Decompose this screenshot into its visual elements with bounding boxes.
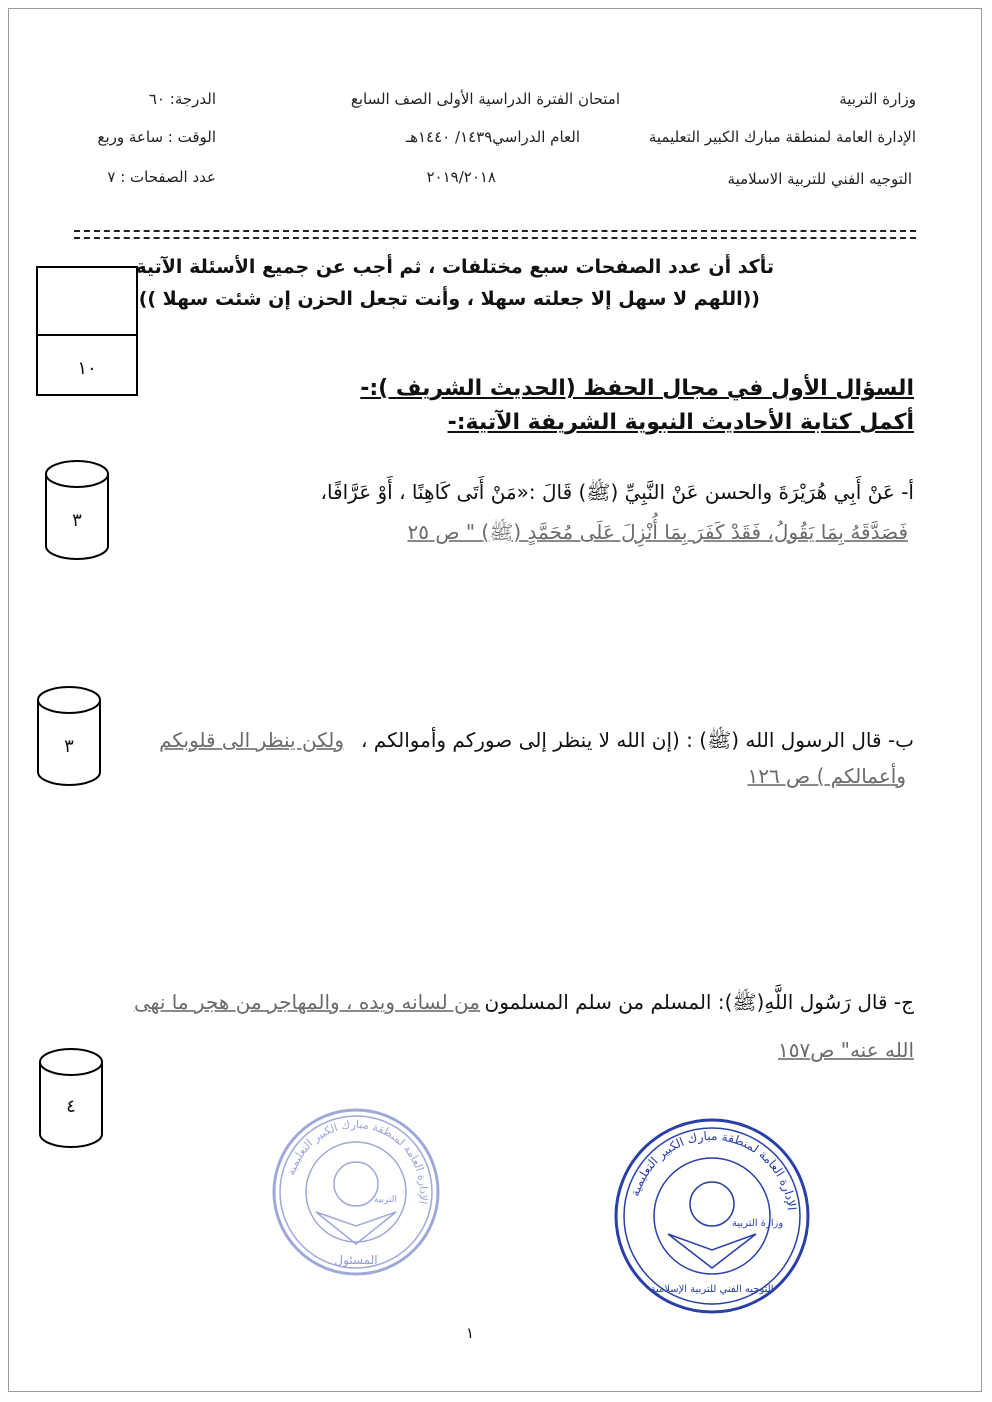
mark-a-value: ٣ — [72, 510, 82, 531]
official-stamp-left — [270, 1104, 442, 1280]
stamp-right-bottom-text: التوجيه الفني للتربية الإسلامية — [650, 1284, 774, 1295]
hadith-b-answer-line2: وأعمالكم ) ص ١٢٦ — [747, 764, 906, 788]
intro-instruction: تأكد أن عدد الصفحات سبع مختلفات ، ثم أجب عن جميع الأسئلة الآتية — [135, 256, 774, 278]
hadith-b-answer-line1: ولكن ينظر الى قلوبكم — [159, 728, 344, 752]
academic-year: العام الدراسي١٤٣٩/ ١٤٤٠هـ — [405, 128, 580, 146]
exam-grade: الدرجة: ٦٠ — [148, 90, 216, 108]
hadith-c-answer-line2: الله عنه" ص١٥٧ — [777, 1038, 914, 1062]
stamp-left-center-text: التربية — [374, 1195, 397, 1205]
stamp-left-ring-text: الإدارة العامة لمنطقة مبارك الكبير التعليمية — [284, 1117, 431, 1206]
total-score-box — [36, 266, 138, 396]
question-instruction: أكمل كتابة الأحاديث النبوية الشريفة الآتية:- — [447, 410, 914, 435]
stamp-right-ring-text: الإدارة العامة لمنطقة مبارك الكبير التعليمية — [627, 1128, 799, 1212]
hadith-c-prompt: ج- قال رَسُول اللَّهِ(ﷺ): المسلم من سلم المسلمون — [484, 990, 914, 1014]
hadith-c-answer-line1: من لسانه ويده ، والمهاجر من هجر ما نهى — [133, 990, 480, 1014]
total-score-value: ١٠ — [77, 358, 97, 379]
question-title: السؤال الأول في مجال الحفظ (الحديث الشريف ):- — [360, 376, 914, 401]
header-divider — [74, 230, 916, 239]
gregorian-year: ٢٠١٩/٢٠١٨ — [426, 168, 496, 186]
hadith-a-answer: فَصَدَّقَهُ بِمَا يَقُولُ، فَقَدْ كَفَرَ بِمَا أُنْزِلَ عَلَى مُحَمَّدٍ (ﷺ) " ص ٢٥ — [407, 520, 908, 544]
stamp-right-center-text: وزارة التربية — [732, 1218, 784, 1229]
hadith-a-prompt: أ- عَنْ أَبِي هُرَيْرَةَ والحسن عَنْ النَّبِيِّ (ﷺ) قَالَ :«مَنْ أَتَى كَاهِنًا ، أَوْ عَرَّافًا، — [320, 480, 914, 504]
page-count: عدد الصفحات : ٧ — [107, 168, 216, 186]
mark-c-value: ٤ — [66, 1096, 76, 1117]
page-border — [8, 8, 982, 1392]
directorate-name: الإدارة العامة لمنطقة مبارك الكبير التعليمية — [648, 128, 916, 146]
intro-prayer: ((اللهم لا سهل إلا جعلته سهلا ، وأنت تجعل الحزن إن شئت سهلا )) — [138, 288, 760, 310]
score-box-divider — [38, 334, 136, 336]
exam-title: امتحان الفترة الدراسية الأولى الصف السابع — [350, 90, 620, 108]
official-stamp-right — [612, 1116, 812, 1316]
hadith-b-prompt: ب- قال الرسول الله (ﷺ) : (إن الله لا ينظر إلى صوركم وأموالكم ، — [360, 728, 914, 752]
department-name: التوجيه الفني للتربية الاسلامية — [727, 170, 912, 188]
ministry-name: وزارة التربية — [839, 90, 916, 108]
mark-b-value: ٣ — [64, 736, 74, 757]
exam-time: الوقت : ساعة وربع — [97, 128, 216, 146]
page-number: ١ — [466, 1324, 475, 1342]
stamp-left-bottom-text: المسئول — [334, 1253, 378, 1267]
